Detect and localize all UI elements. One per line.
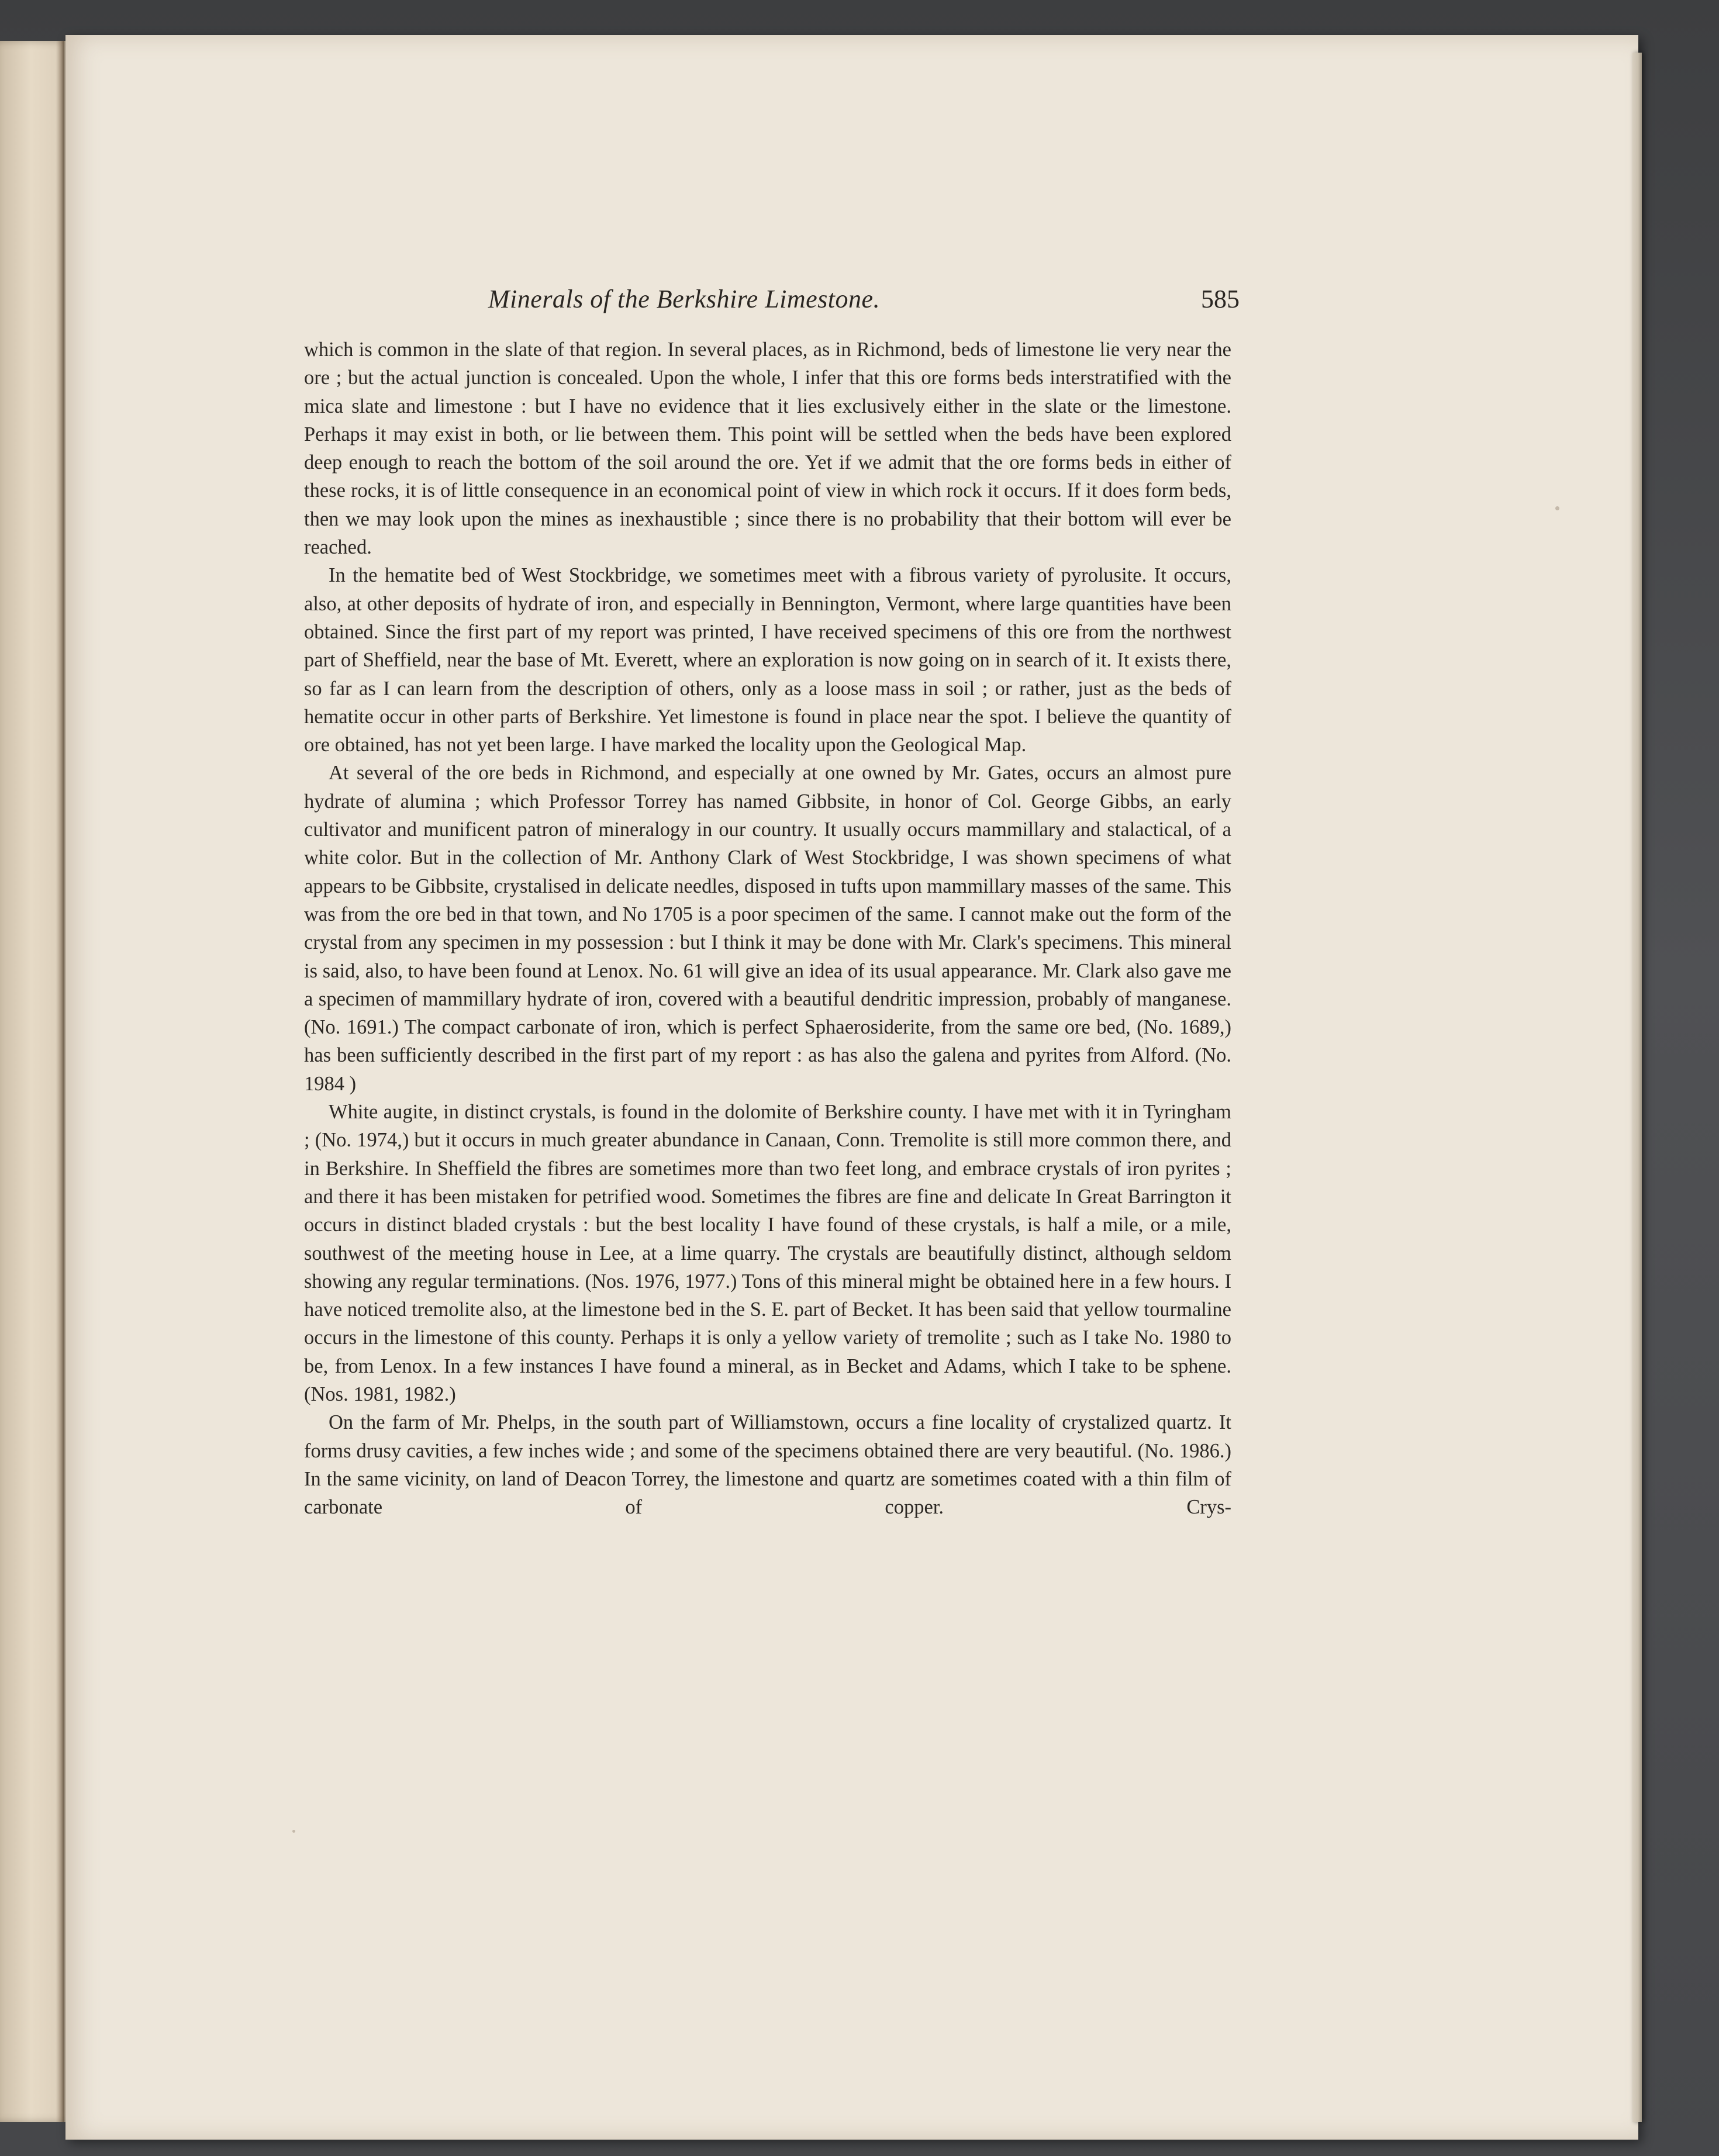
paper-speck: [1555, 506, 1559, 510]
gutter-shadow: [56, 41, 64, 2122]
page-number: 585: [1201, 285, 1240, 313]
paper-speck: [292, 1830, 295, 1833]
running-title: Minerals of the Berkshire Limestone.: [488, 285, 881, 313]
paragraph: In the hematite bed of West Stockbridge, we sometimes meet with a fibrous variety of pyrolusite. It occurs, also, at other deposits of hydrate of iron, and especially in Bennington, Vermont, where large quantities have been obtained. Since the first part of my report was printed, I have received specimens of this ore from the northwest part of Sheffield, near the base of Mt. Everett, where an exploration is now going on in search of it. It exists there, so far as I can learn from the description of others, only as a loose mass in soil ; or rather, just as the beds of hematite occur in other parts of Berkshire. Yet limestone is found in place near the spot. I believe the quantity of ore obtained, has not yet been large. I have marked the locality upon the Geological Map.: [304, 564, 1231, 756]
paragraph: On the farm of Mr. Phelps, in the south part of Williamstown, occurs a fine locality of crystalized quartz. It forms drusy cavities, a few inches wide ; and some of the specimens obtained there are very beautiful. (No. 1986.) In the same vicinity, on land of Deacon Torrey, the limestone and quartz are sometimes coated with a thin film of carbonate of copper. Crys-: [304, 1411, 1231, 1519]
running-head: [304, 284, 1240, 325]
page-fore-edge: [1632, 53, 1642, 2122]
paragraph: White augite, in distinct crystals, is found in the dolomite of Berkshire county. I have met with it in Tyringham ; (No. 1974,) but it occurs in much greater abundance in Canaan, Conn. Tremolite is still more common there, and in Berkshire. In Sheffield the fibres are sometimes more than two feet long, and embrace crystals of iron pyrites ; and there it has been mistaken for petrified wood. Sometimes the fibres are fine and delicate In Great Barrington it occurs in distinct bladed crystals : but the best locality I have found of these crystals, is half a mile, or a mile, southwest of the meeting house in Lee, at a lime quarry. The crystals are beautifully distinct, although seldom showing any regular terminations. (Nos. 1976, 1977.) Tons of this mineral might be obtained here in a few hours. I have noticed tremolite also, at the limestone bed in the S. E. part of Becket. It has been said that yellow tourmaline occurs in the limestone of this county. Perhaps it is only a yellow variety of tremolite ; such as I take No. 1980 to be, from Lenox. In a few instances I have found a mineral, as in Becket and Adams, which I take to be sphene. (Nos. 1981, 1982.): [304, 1101, 1231, 1405]
paragraph: which is common in the slate of that region. In several places, as in Richmond, beds of limestone lie very near the ore ; but the actual junction is concealed. Upon the whole, I infer that this ore forms beds interstratified with the mica slate and limestone : but I have no evidence that it lies exclusively either in the slate or the limestone. Perhaps it may exist in both, or lie between them. This point will be settled when the beds have been explored deep enough to reach the bottom of the soil around the ore. Yet if we admit that the ore forms beds in either of these rocks, it is of little consequence in an economical point of view in which rock it occurs. If it does form beds, then we may look upon the mines as inexhaustible ; since there is no probability that their bottom will ever be reached.: [304, 338, 1231, 559]
paragraph: At several of the ore beds in Richmond, and especially at one owned by Mr. Gates, occurs an almost pure hydrate of alumina ; which Professor Torrey has named Gibbsite, in honor of Col. George Gibbs, an early cultivator and munificent patron of mineralogy in our country. It usually occurs mammillary and stalactical, of a white color. But in the collection of Mr. Anthony Clark of West Stockbridge, I was shown specimens of what appears to be Gibbsite, crystalised in delicate needles, disposed in tufts upon mammillary masses of the same. This was from the ore bed in that town, and No 1705 is a poor specimen of the same. I cannot make out the form of the crystal from any specimen in my possession : but I think it may be done with Mr. Clark's specimens. This mineral is said, also, to have been found at Lenox. No. 61 will give an idea of its usual appearance. Mr. Clark also gave me a specimen of mammillary hydrate of iron, covered with a beautiful dendritic impression, probably of manganese. (No. 1691.) The compact carbonate of iron, which is perfect Sphaerosiderite, from the same ore bed, (No. 1689,) has been sufficiently described in the first part of my report : as has also the galena and pyrites from Alford. (No. 1984 ): [304, 762, 1232, 1095]
body-text: [304, 336, 1231, 1521]
